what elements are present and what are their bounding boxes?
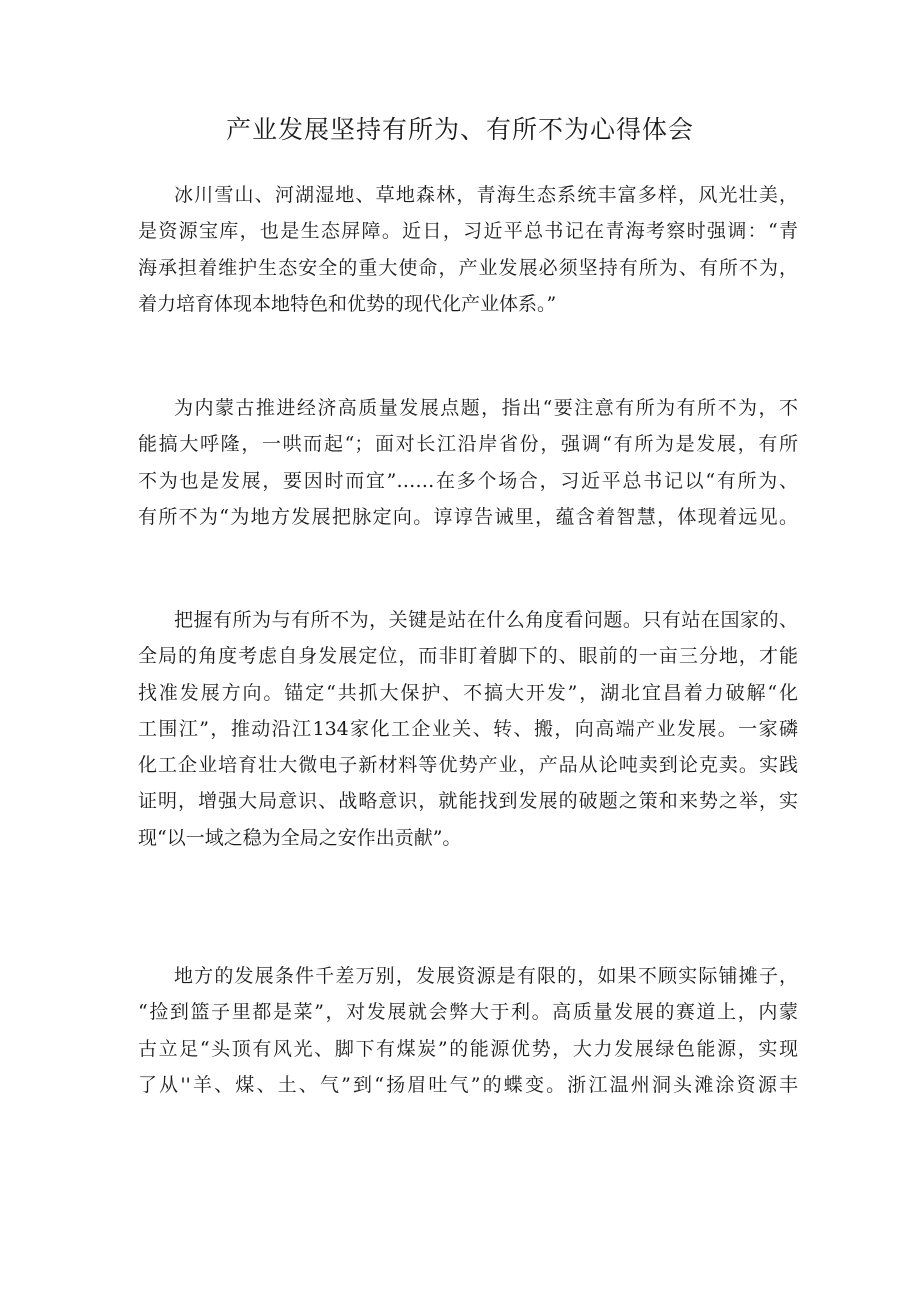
paragraph-line: 是资源宝库，也是生态屏障。近日，习近平总书记在青海考察时强调：“青 — [138, 220, 798, 243]
paragraph-line: 有所不为“为地方发展把脉定向。谆谆告诫里，蕴含着智慧，体现着远见。 — [138, 505, 798, 528]
paragraph-line: 不为也是发展，要因时而宜”……在多个场合，习近平总书记以“有所为、 — [138, 469, 798, 492]
paragraph-line: 工围江”，推动沿江134家化工企业关、转、搬，向高端产业发展。一家磷 — [138, 717, 798, 740]
paragraph-line: 古立足“头顶有风光、脚下有煤炭”的能源优势，大力发展绿色能源，实现 — [138, 1037, 798, 1060]
paragraph-line: 能搞大呼隆，一哄而起“；面对长江沿岸省份，强调“有所为是发展，有所 — [138, 433, 798, 456]
paragraph-line: 着力培育体现本地特色和优势的现代化产业体系。” — [138, 292, 557, 315]
paragraph-line: 证明，增强大局意识、战略意识，就能找到发展的破题之策和来势之举，实 — [138, 790, 798, 813]
paragraph-line: 海承担着维护生态安全的重大使命，产业发展必须坚持有所为、有所不为， — [138, 256, 798, 279]
paragraph-line: 了从''羊、煤、土、气”到“扬眉吐气”的蝶变。浙江温州洞头滩涂资源丰 — [138, 1073, 798, 1096]
paragraph-line: 为内蒙古推进经济高质量发展点题，指出“要注意有所为有所不为，不 — [174, 397, 798, 419]
paragraph-3 — [138, 602, 798, 856]
paragraph-line: 现“以一域之稳为全局之安作出贡献”。 — [138, 826, 462, 849]
paragraph-line: 冰川雪山、河湖湿地、草地森林，青海生态系统丰富多样，风光壮美， — [174, 184, 798, 206]
paragraph-line: 找准发展方向。锚定“共抓大保护、不搞大开发”，湖北宜昌着力破解“化 — [138, 681, 798, 704]
paragraph-2 — [138, 390, 798, 535]
paragraph-line: “捡到篮子里都是菜”，对发展就会弊大于利。高质量发展的赛道上，内蒙 — [138, 1001, 798, 1024]
document-title: 产业发展坚持有所为、有所不为心得体会 — [225, 115, 694, 144]
paragraph-4 — [138, 958, 798, 1103]
paragraph-line: 全局的角度考虑自身发展定位，而非盯着脚下的、眼前的一亩三分地，才能 — [138, 645, 798, 668]
paragraph-1 — [138, 177, 798, 322]
paragraph-line: 把握有所为与有所不为，关键是站在什么角度看问题。只有站在国家的、 — [174, 609, 798, 631]
paragraph-line: 地方的发展条件千差万别，发展资源是有限的，如果不顾实际铺摊子， — [174, 965, 798, 987]
paragraph-line: 化工企业培育壮大微电子新材料等优势产业，产品从论吨卖到论克卖。实践 — [138, 754, 798, 777]
